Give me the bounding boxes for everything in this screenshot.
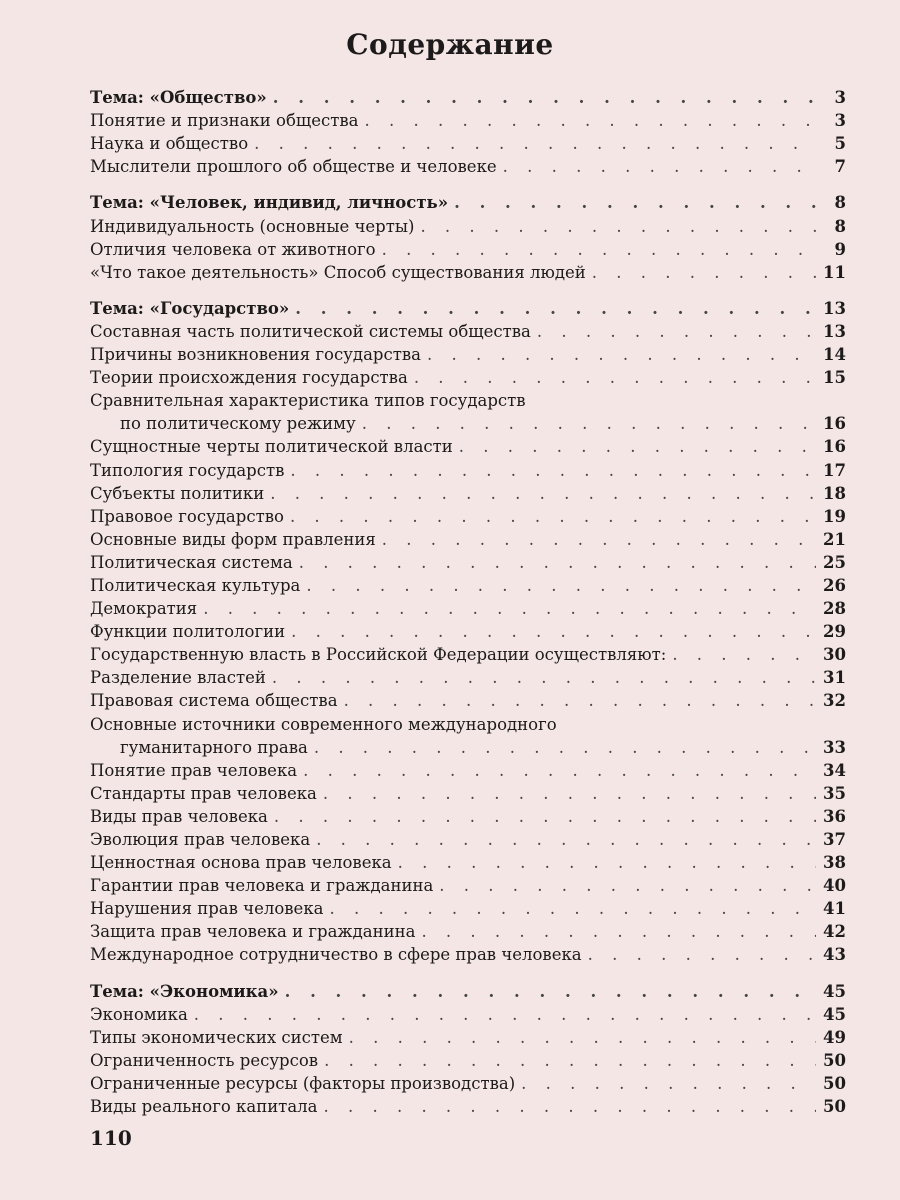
toc-section — [90, 297, 846, 967]
dot-leader — [299, 551, 816, 574]
dot-leader — [398, 851, 816, 874]
dot-leader — [349, 1026, 816, 1049]
toc-entry-label-continued: гуманитарного права — [120, 737, 308, 757]
toc-entry-label: «Что такое деятельность» Способ существования людей — [90, 262, 586, 282]
toc-entry — [90, 874, 846, 897]
toc-page-number: 13 — [823, 298, 846, 318]
toc-entry — [90, 805, 846, 828]
toc-entry-label: Субъекты политики — [90, 483, 265, 503]
toc-entry-continuation — [90, 412, 846, 435]
toc-entry — [90, 897, 846, 920]
dot-leader — [427, 343, 816, 366]
toc-entry-label: Экономика — [90, 1004, 188, 1024]
toc-entry — [90, 155, 846, 178]
dot-leader — [537, 320, 816, 343]
toc-entry — [90, 343, 846, 366]
toc-entry-label: Виды прав человека — [90, 806, 268, 826]
toc-page-number: 21 — [823, 529, 846, 549]
toc-entry — [90, 528, 846, 551]
dot-leader — [503, 155, 816, 178]
toc-page-number: 15 — [823, 368, 846, 388]
toc-entry-continuation — [90, 736, 846, 759]
dot-leader — [439, 874, 816, 897]
toc-entry — [90, 366, 846, 389]
toc-entry-label: Ограниченные ресурсы (факторы производства) — [90, 1073, 516, 1093]
toc-entry-label: Тема: «Экономика» — [90, 981, 279, 1001]
toc-entry — [90, 214, 846, 237]
dot-leader — [672, 643, 816, 666]
toc-page-number: 45 — [823, 981, 846, 1001]
dot-leader — [454, 191, 816, 214]
toc-entry-label: Сравнительная характеристика типов государств — [90, 391, 526, 411]
toc-entry-label: Защита прав человека и гражданина — [90, 922, 416, 942]
toc-entry-label: Сущностные черты политической власти — [90, 437, 453, 457]
toc-entry-label: Основные виды форм правления — [90, 529, 376, 549]
dot-leader — [314, 736, 816, 759]
dot-leader — [254, 132, 816, 155]
toc-page-number: 36 — [823, 806, 846, 826]
toc-page-number: 26 — [823, 575, 846, 595]
toc-entry-label: Нарушения прав человека — [90, 899, 324, 919]
toc-entry-label: Разделение властей — [90, 668, 266, 688]
toc-entry — [90, 1003, 846, 1026]
toc-page-number: 29 — [823, 622, 846, 642]
toc-page-number: 31 — [823, 668, 846, 688]
toc-page-number: 8 — [834, 216, 846, 236]
toc-entry-label: Государственную власть в Российской Федерации осуществляют: — [90, 645, 667, 665]
dot-leader — [273, 86, 816, 109]
dot-leader — [414, 366, 816, 389]
toc-entry-label: Теории происхождения государства — [90, 368, 408, 388]
dot-leader — [290, 459, 816, 482]
toc-entry — [90, 551, 846, 574]
toc-page-number: 3 — [834, 111, 846, 131]
toc-entry-label: Причины возникновения государства — [90, 345, 421, 365]
toc-entry — [90, 482, 846, 505]
toc-entry — [90, 574, 846, 597]
toc-page-number: 50 — [823, 1050, 846, 1070]
toc-entry — [90, 261, 846, 284]
toc-entry-label: Эволюция прав человека — [90, 830, 311, 849]
dot-leader — [459, 435, 816, 458]
toc-page-number: 49 — [823, 1027, 846, 1047]
toc-page-number: 14 — [823, 345, 846, 365]
toc-entry-label: Составная часть политической системы общества — [90, 321, 531, 341]
toc-entry-label: Типы экономических систем — [90, 1027, 343, 1047]
dot-leader — [362, 412, 816, 435]
toc-entry-label: Понятие прав человека — [90, 760, 298, 780]
dot-leader — [344, 689, 816, 712]
toc-page-number: 11 — [823, 262, 846, 282]
toc-entry — [90, 132, 846, 155]
dot-leader — [303, 759, 816, 782]
toc-entry-label: Тема: «Общество» — [90, 88, 267, 108]
dot-leader — [291, 620, 816, 643]
dot-leader — [274, 805, 816, 828]
dot-leader — [323, 1095, 816, 1118]
dot-leader — [194, 1003, 816, 1026]
toc-entry-label: Наука и общество — [90, 134, 249, 154]
toc-entry-label: Отличия человека от животного — [90, 239, 376, 259]
toc-entry — [90, 643, 846, 666]
dot-leader — [521, 1072, 816, 1095]
dot-leader — [272, 666, 816, 689]
toc-entry-label: Тема: «Государство» — [90, 298, 290, 318]
dot-leader — [316, 828, 816, 851]
toc-entry — [90, 109, 846, 132]
toc-entry — [90, 505, 846, 528]
toc-entry — [90, 597, 846, 620]
toc-entry-label: Ограниченность ресурсов — [90, 1050, 319, 1070]
dot-leader — [323, 782, 816, 805]
toc-entry-label: Ценностная основа прав человека — [90, 853, 392, 873]
dot-leader — [382, 238, 816, 261]
dot-leader — [382, 528, 816, 551]
toc-page-number: 50 — [823, 1073, 846, 1093]
toc-entry — [90, 435, 846, 458]
dot-leader — [270, 482, 816, 505]
dot-leader — [420, 215, 816, 238]
toc-entry — [90, 920, 846, 943]
dot-leader — [365, 109, 816, 132]
toc-entry-label: Политическая культура — [90, 575, 301, 595]
dot-leader — [295, 297, 816, 320]
toc-entry-label-continued: по политическому режиму — [120, 414, 356, 434]
toc-entry — [90, 620, 846, 643]
toc-page-number: 18 — [823, 483, 846, 503]
toc-page-number: 50 — [823, 1097, 846, 1117]
dot-leader — [592, 261, 816, 284]
toc-entry-label: Правовая система общества — [90, 691, 338, 711]
toc-entry — [90, 712, 846, 735]
toc-page-number: 17 — [823, 460, 846, 480]
toc-page-number: 19 — [823, 506, 846, 526]
toc-entry-label: Стандарты прав человека — [90, 783, 317, 803]
toc-page-number: 35 — [823, 783, 846, 803]
toc-page-number: 30 — [823, 645, 846, 665]
toc-section-heading — [90, 979, 846, 1002]
toc-section-heading — [90, 191, 846, 214]
toc-page-number: 34 — [823, 760, 846, 780]
dot-leader — [421, 920, 816, 943]
toc-page-number: 40 — [823, 876, 846, 896]
toc-page-number: 7 — [834, 157, 846, 177]
toc-page-number: 3 — [834, 88, 846, 108]
toc-entry — [90, 238, 846, 261]
toc-entry — [90, 320, 846, 343]
toc-page-number: 8 — [834, 193, 846, 213]
toc-entry-label: Индивидуальность (основные черты) — [90, 216, 415, 236]
toc-section-heading — [90, 297, 846, 320]
toc-section — [90, 979, 846, 1118]
toc-entry — [90, 666, 846, 689]
dot-leader — [324, 1049, 816, 1072]
page-number: 110 — [90, 1126, 132, 1150]
toc-entry-label: Основные источники современного международного — [90, 714, 557, 734]
toc-page-number: 9 — [834, 239, 846, 259]
toc-entry — [90, 1072, 846, 1095]
table-of-contents — [90, 86, 846, 1131]
toc-entry — [90, 689, 846, 712]
toc-page-number: 45 — [823, 1004, 846, 1024]
toc-entry-label: Тема: «Человек, индивид, личность» — [90, 193, 449, 213]
toc-entry — [90, 943, 846, 966]
toc-page-number: 28 — [823, 599, 846, 619]
toc-page-number: 33 — [823, 737, 846, 757]
toc-page-number: 5 — [834, 134, 846, 154]
toc-entry-label: Международное сотрудничество в сфере прав человека — [90, 945, 582, 965]
toc-entry-label: Гарантии прав человека и гражданина — [90, 876, 434, 896]
toc-entry-label: Демократия — [90, 599, 198, 619]
dot-leader — [329, 897, 816, 920]
page-title: Содержание — [346, 28, 554, 61]
dot-leader — [285, 980, 816, 1003]
toc-page-number: 43 — [823, 945, 846, 965]
toc-section — [90, 86, 846, 178]
toc-entry-label: Типология государств — [90, 460, 285, 480]
dot-leader — [290, 505, 816, 528]
toc-entry-label: Политическая система — [90, 552, 293, 572]
toc-page-number: 41 — [823, 899, 846, 919]
toc-entry — [90, 828, 846, 851]
toc-entry — [90, 851, 846, 874]
toc-page-number: 37 — [823, 830, 846, 849]
toc-entry — [90, 458, 846, 481]
toc-entry-label: Правовое государство — [90, 506, 284, 526]
toc-section-heading — [90, 86, 846, 109]
toc-page-number: 16 — [823, 414, 846, 434]
toc-page-number: 42 — [823, 922, 846, 942]
dot-leader — [203, 597, 816, 620]
toc-page-number: 32 — [823, 691, 846, 711]
toc-entry — [90, 1049, 846, 1072]
toc-section — [90, 191, 846, 283]
toc-entry — [90, 759, 846, 782]
toc-page-number: 25 — [823, 552, 846, 572]
dot-leader — [306, 574, 816, 597]
toc-entry-label: Понятие и признаки общества — [90, 111, 359, 131]
dot-leader — [588, 943, 816, 966]
toc-entry — [90, 1026, 846, 1049]
toc-entry — [90, 389, 846, 412]
toc-page-number: 38 — [823, 853, 846, 873]
toc-entry-label: Мыслители прошлого об обществе и человеке — [90, 157, 497, 177]
toc-entry — [90, 1095, 846, 1118]
toc-page-number: 13 — [823, 321, 846, 341]
toc-page-number: 16 — [823, 437, 846, 457]
toc-entry — [90, 782, 846, 805]
toc-entry-label: Виды реального капитала — [90, 1097, 318, 1117]
toc-entry-label: Функции политологии — [90, 622, 286, 642]
